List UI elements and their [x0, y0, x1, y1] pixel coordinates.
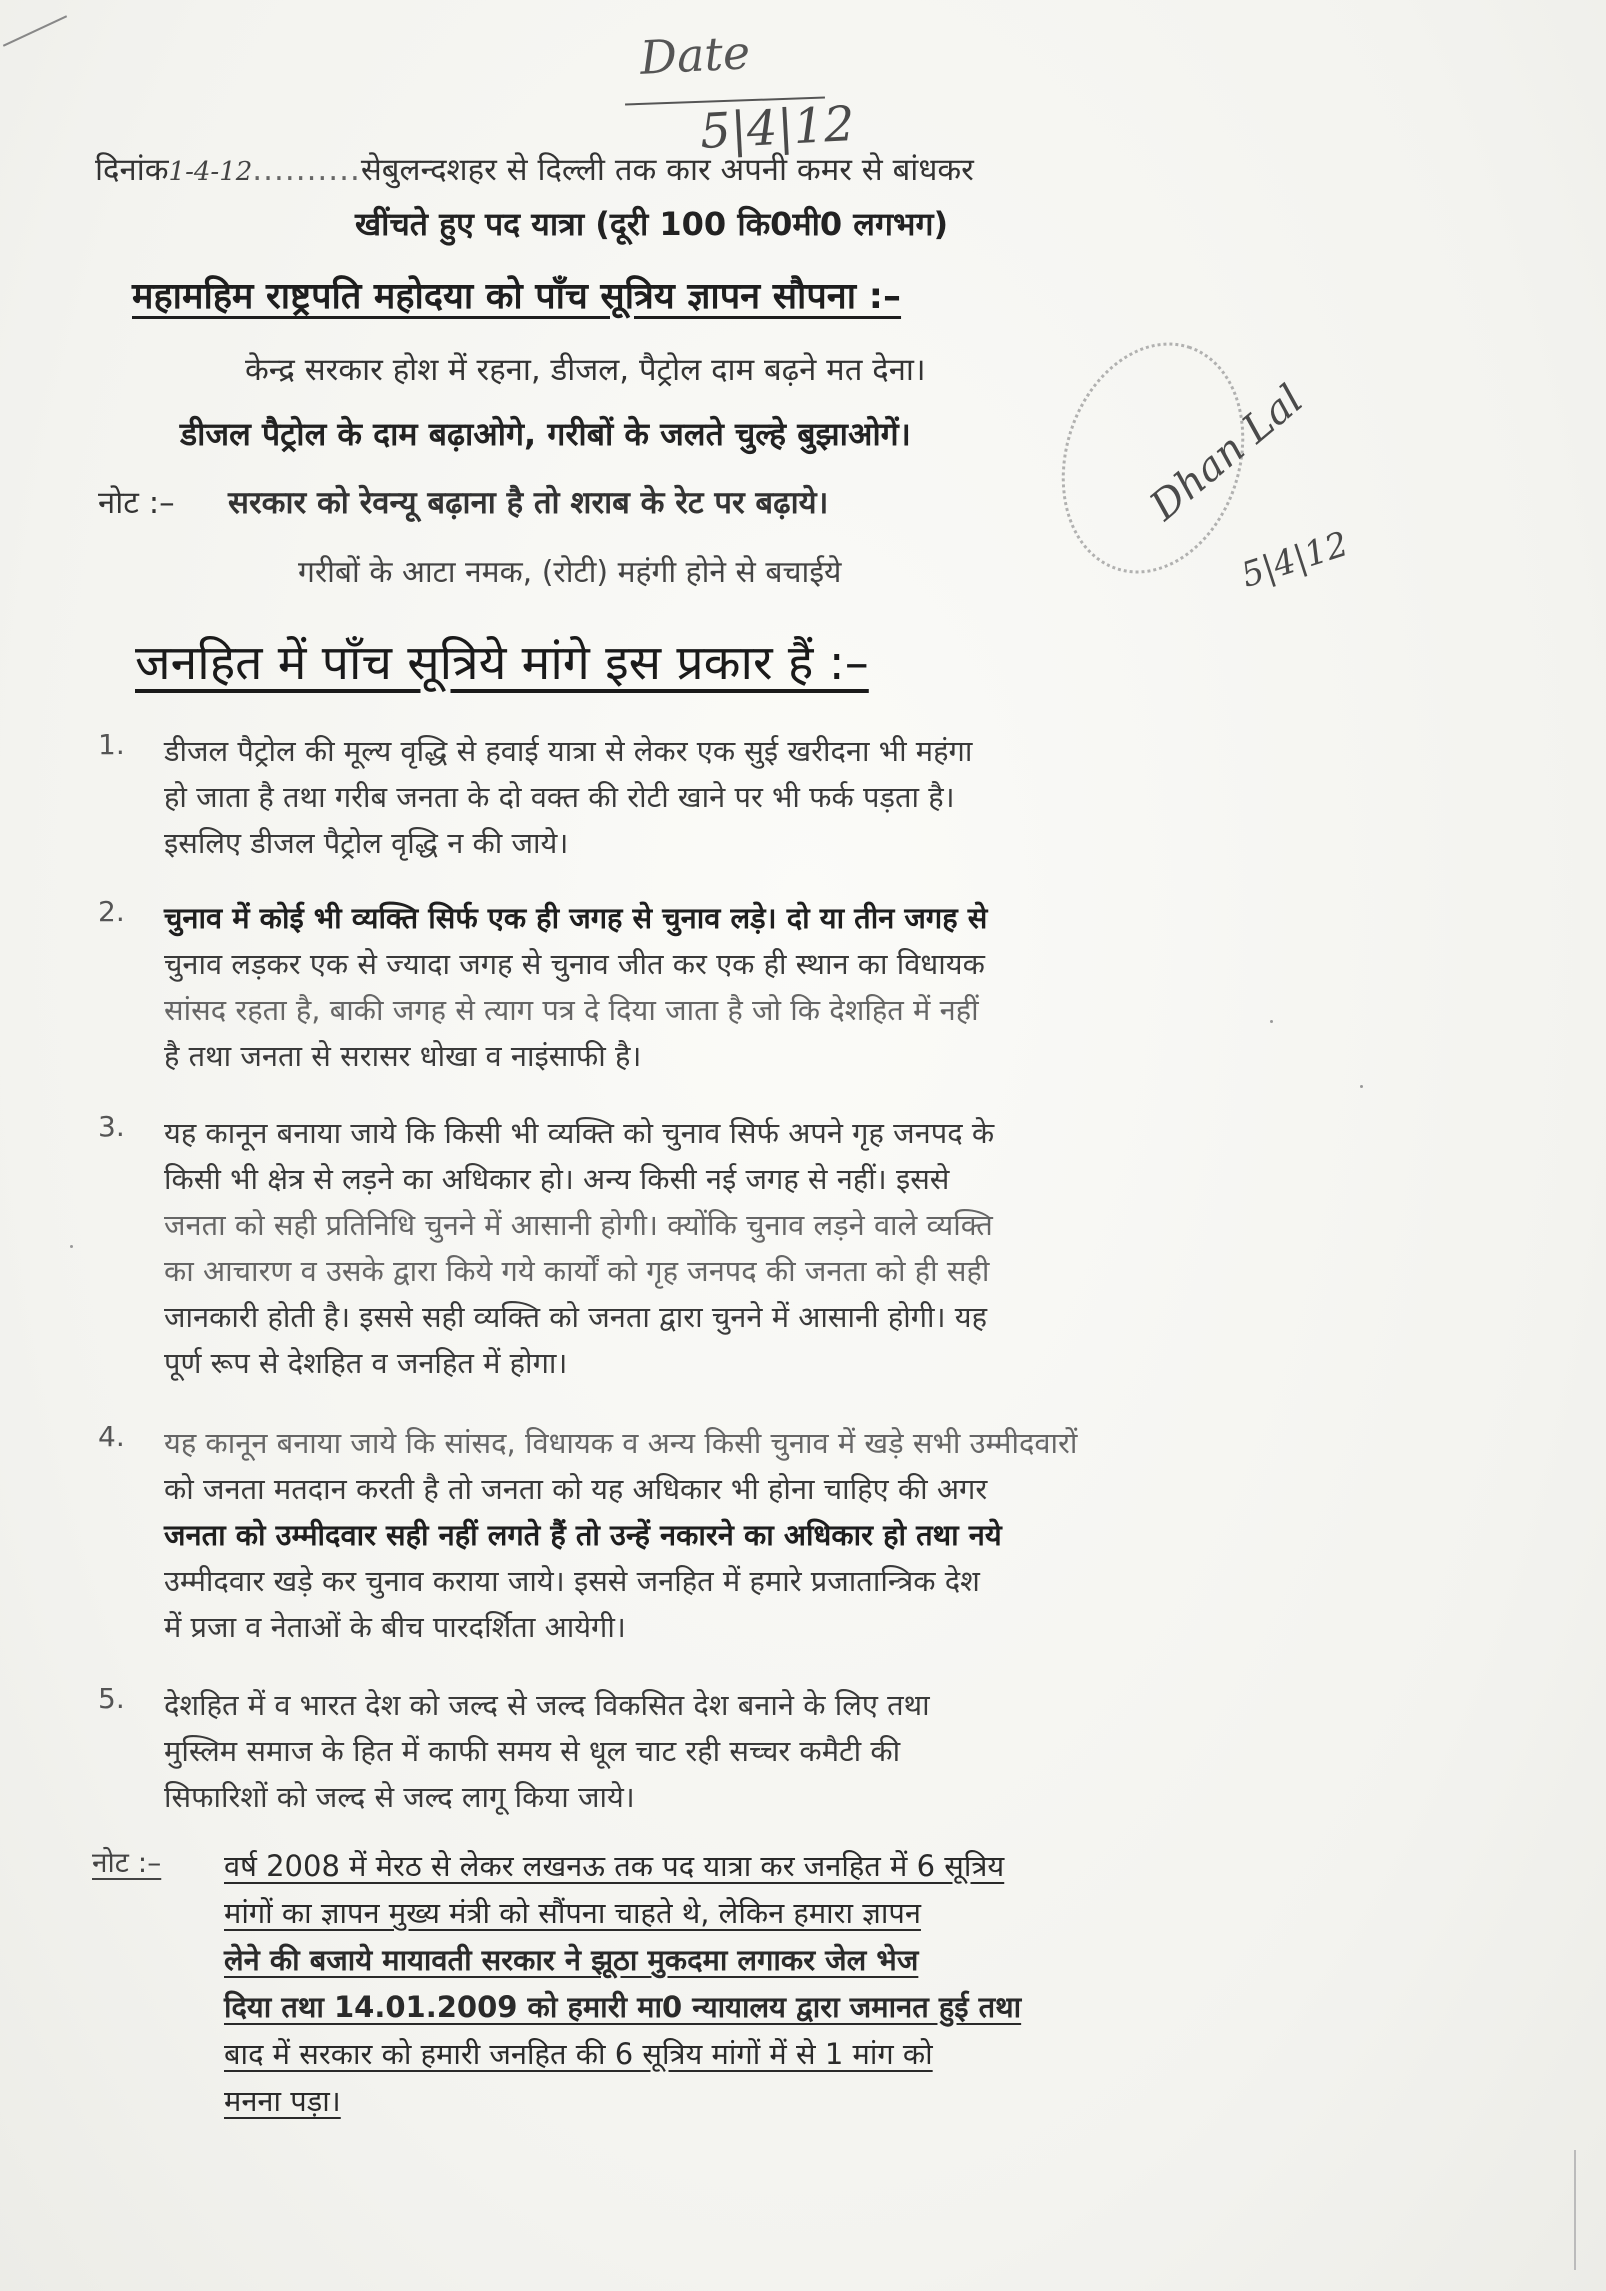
demand-text-line: पूर्ण रूप से देशहित व जनहित में होगा।: [164, 1346, 568, 1380]
scan-edge-line: [1574, 2150, 1576, 2270]
demand-text-line: सांसद रहता है, बाकी जगह से त्याग पत्र दे दिया जाता है जो कि देशहित में नहीं: [164, 993, 979, 1027]
demand-text-line: यह कानून बनाया जाये कि किसी भी व्यक्ति को चुनाव सिर्फ अपने गृह जनपद के: [164, 1116, 995, 1150]
demand-text-line: जनता को उम्मीदवार सही नहीं लगते हैं तो उन्हें नकारने का अधिकार हो तथा नये: [164, 1518, 1002, 1552]
slogan-note: [98, 485, 828, 522]
memorandum-heading: महामहिम राष्ट्रपति महोदया को पाँच सूत्रिय ज्ञापन सौपना :–: [132, 276, 902, 317]
stamp-signature: Dhan Lal: [1141, 376, 1312, 530]
scan-speck: [70, 1245, 73, 1248]
demands-heading: जनहित में पाँच सूत्रिये मांगे इस प्रकार हैं :–: [135, 635, 869, 691]
demand-number: 1.: [98, 728, 125, 761]
demand-text-line: चुनाव लड़कर एक से ज्यादा जगह से चुनाव जीत कर एक ही स्थान का विधायक: [164, 947, 985, 981]
demand-text-line: में प्रजा व नेताओं के बीच पारदर्शिता आयेगी।: [164, 1610, 626, 1644]
closing-note-label: नोट :–: [92, 1846, 162, 1879]
scan-speck: [1270, 1020, 1273, 1023]
slogan-line-2: डीजल पैट्रोल के दाम बढ़ाओगे, गरीबों के जलते चुल्हे बुझाओगें।: [180, 415, 911, 453]
intro-line-2: खींचते हुए पद यात्रा (दूरी 100 कि0मी0 लगभग): [355, 205, 949, 243]
demand-text-line: इसलिए डीजल पैट्रोल वृद्धि न की जाये।: [164, 826, 569, 860]
intro-line-1-text: सेबुलन्दशहर से दिल्ली तक कार अपनी कमर से बांधकर: [360, 152, 974, 188]
dinank-label: दिनांक: [95, 152, 169, 188]
demand-text-line: देशहित में व भारत देश को जल्द से जल्द विकसित देश बनाने के लिए तथा: [164, 1688, 930, 1722]
demand-number: 5.: [98, 1682, 125, 1715]
scan-speck: [1360, 1085, 1363, 1088]
demand-text-line: है तथा जनता से सरासर धोखा व नाइंसाफी है।: [164, 1039, 642, 1073]
handwritten-date-value: 5|4|12: [698, 95, 856, 161]
demand-text: [164, 895, 1194, 1079]
stamp-date: 5|4|12: [1236, 524, 1353, 596]
closing-note-line: दिया तथा 14.01.2009 को हमारी मा0 न्यायालय द्वारा जमानत हुई तथा: [224, 1990, 1022, 2024]
demand-text-line: जानकारी होती है। इससे सही व्यक्ति को जनता द्वारा चुनने में आसानी होगी। यह: [164, 1300, 988, 1334]
closing-note-text: [224, 1843, 1224, 2125]
slogan-line-3: गरीबों के आटा नमक, (रोटी) महंगी होने से बचाईये: [298, 555, 842, 590]
demand-number: 4.: [98, 1420, 125, 1453]
closing-note-line: लेने की बजाये मायावती सरकार ने झूठा मुकदमा लगाकर जेल भेज: [224, 1943, 919, 1977]
demand-text-line: का आचारण व उसके द्वारा किये गये कार्यों को गृह जनपद की जनता को ही सही: [164, 1254, 990, 1288]
dinank-dots: ..........: [252, 152, 361, 188]
demand-number: 2.: [98, 895, 125, 928]
demand-text-line: मुस्लिम समाज के हित में काफी समय से धूल चाट रही सच्चर कमैटी की: [164, 1734, 901, 1768]
demand-text-line: सिफारिशों को जल्द से जल्द लागू किया जाये।: [164, 1780, 635, 1814]
closing-note-line: बाद में सरकार को हमारी जनहित की 6 सूत्रिय मांगों में से 1 मांग को: [224, 2037, 933, 2071]
demand-text-line: जनता को सही प्रतिनिधि चुनने में आसानी होगी। क्योंकि चुनाव लड़ने वाले व्यक्ति: [164, 1208, 993, 1242]
demand-text-line: को जनता मतदान करती है तो जनता को यह अधिकार भी होना चाहिए की अगर: [164, 1472, 988, 1506]
closing-note-line: वर्ष 2008 में मेरठ से लेकर लखनऊ तक पद यात्रा कर जनहित में 6 सूत्रिय: [224, 1849, 1005, 1883]
demand-text: [164, 728, 1194, 866]
demand-text: [164, 1110, 1194, 1386]
demand-text-line: उम्मीदवार खड़े कर चुनाव कराया जाये। इससे जनहित में हमारे प्रजातान्त्रिक देश: [164, 1564, 980, 1598]
closing-note-line: मांगों का ज्ञापन मुख्य मंत्री को सौंपना चाहते थे, लेकिन हमारा ज्ञापन: [224, 1896, 921, 1930]
closing-note-line: मनना पड़ा।: [224, 2084, 341, 2118]
handwritten-date-label: Date: [638, 25, 752, 85]
demand-text-line: किसी भी क्षेत्र से लड़ने का अधिकार हो। अन्य किसी नई जगह से नहीं। इससे: [164, 1162, 950, 1196]
dinank-value: 1-4-12: [168, 157, 253, 187]
demand-text-line: यह कानून बनाया जाये कि सांसद, विधायक व अन्य किसी चुनाव में खड़े सभी उम्मीदवारों: [164, 1426, 1078, 1460]
demand-text-line: हो जाता है तथा गरीब जनता के दो वक्त की रोटी खाने पर भी फर्क पड़ता है।: [164, 780, 955, 814]
demand-text: [164, 1420, 1194, 1650]
slogan-note-label: नोट :–: [98, 485, 175, 521]
intro-line-1: [95, 152, 974, 189]
demand-text-line: डीजल पैट्रोल की मूल्य वृद्धि से हवाई यात्रा से लेकर एक सुई खरीदना भी महंगा: [164, 734, 973, 768]
demand-number: 3.: [98, 1110, 125, 1143]
slogan-line-1: केन्द्र सरकार होश में रहना, डीजल, पैट्रोल दाम बढ़ने मत देना।: [245, 352, 926, 388]
demand-text-line: चुनाव में कोई भी व्यक्ति सिर्फ एक ही जगह से चुनाव लड़े। दो या तीन जगह से: [164, 901, 988, 935]
demand-text: [164, 1682, 1194, 1820]
corner-pen-mark: [3, 15, 67, 46]
slogan-note-text: सरकार को रेवन्यू बढ़ाना है तो शराब के रेट पर बढ़ाये।: [228, 485, 829, 521]
